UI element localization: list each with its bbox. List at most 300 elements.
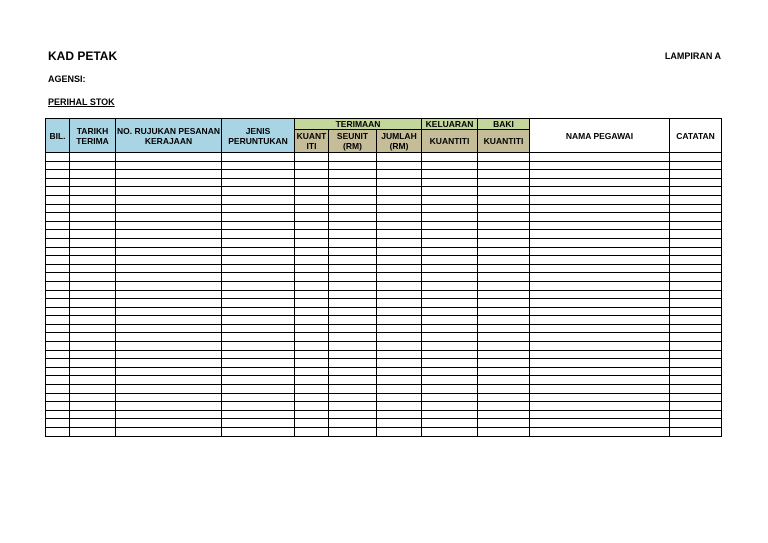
table-cell[interactable]	[377, 290, 422, 299]
table-cell[interactable]	[222, 393, 295, 402]
table-cell[interactable]	[670, 281, 722, 290]
table-cell[interactable]	[222, 213, 295, 222]
table-cell[interactable]	[377, 264, 422, 273]
table-cell[interactable]	[422, 290, 478, 299]
table-cell[interactable]	[422, 419, 478, 428]
table-cell[interactable]	[422, 161, 478, 170]
table-cell[interactable]	[46, 410, 70, 419]
table-cell[interactable]	[530, 410, 670, 419]
table-cell[interactable]	[295, 333, 329, 342]
table-cell[interactable]	[377, 316, 422, 325]
table-cell[interactable]	[670, 178, 722, 187]
table-cell[interactable]	[422, 402, 478, 411]
table-cell[interactable]	[222, 238, 295, 247]
table-cell[interactable]	[295, 419, 329, 428]
table-cell[interactable]	[530, 204, 670, 213]
table-cell[interactable]	[222, 290, 295, 299]
table-cell[interactable]	[46, 393, 70, 402]
table-cell[interactable]	[46, 299, 70, 308]
table-cell[interactable]	[70, 376, 116, 385]
table-cell[interactable]	[116, 178, 222, 187]
table-cell[interactable]	[70, 342, 116, 351]
table-cell[interactable]	[46, 428, 70, 437]
table-cell[interactable]	[329, 316, 377, 325]
table-cell[interactable]	[70, 307, 116, 316]
table-cell[interactable]	[295, 187, 329, 196]
table-cell[interactable]	[478, 393, 530, 402]
table-cell[interactable]	[422, 333, 478, 342]
table-cell[interactable]	[377, 161, 422, 170]
table-cell[interactable]	[329, 428, 377, 437]
table-cell[interactable]	[422, 376, 478, 385]
table-cell[interactable]	[422, 359, 478, 368]
table-cell[interactable]	[377, 359, 422, 368]
table-cell[interactable]	[46, 213, 70, 222]
table-cell[interactable]	[329, 256, 377, 265]
table-cell[interactable]	[222, 161, 295, 170]
table-cell[interactable]	[377, 195, 422, 204]
table-cell[interactable]	[116, 273, 222, 282]
table-cell[interactable]	[116, 307, 222, 316]
table-cell[interactable]	[478, 161, 530, 170]
table-cell[interactable]	[329, 376, 377, 385]
table-cell[interactable]	[46, 153, 70, 162]
table-cell[interactable]	[46, 359, 70, 368]
table-cell[interactable]	[70, 393, 116, 402]
table-cell[interactable]	[377, 307, 422, 316]
table-cell[interactable]	[422, 428, 478, 437]
table-cell[interactable]	[116, 221, 222, 230]
table-cell[interactable]	[222, 264, 295, 273]
table-cell[interactable]	[377, 230, 422, 239]
table-cell[interactable]	[377, 221, 422, 230]
table-cell[interactable]	[530, 195, 670, 204]
table-cell[interactable]	[46, 264, 70, 273]
table-cell[interactable]	[478, 402, 530, 411]
table-cell[interactable]	[116, 204, 222, 213]
table-cell[interactable]	[530, 153, 670, 162]
table-cell[interactable]	[295, 359, 329, 368]
table-cell[interactable]	[530, 367, 670, 376]
table-cell[interactable]	[478, 230, 530, 239]
table-cell[interactable]	[422, 307, 478, 316]
table-cell[interactable]	[70, 324, 116, 333]
table-cell[interactable]	[222, 170, 295, 179]
table-cell[interactable]	[377, 376, 422, 385]
table-cell[interactable]	[670, 238, 722, 247]
table-cell[interactable]	[116, 393, 222, 402]
table-cell[interactable]	[70, 204, 116, 213]
table-cell[interactable]	[478, 195, 530, 204]
table-cell[interactable]	[116, 367, 222, 376]
table-cell[interactable]	[377, 393, 422, 402]
table-cell[interactable]	[70, 281, 116, 290]
table-cell[interactable]	[295, 213, 329, 222]
table-cell[interactable]	[670, 170, 722, 179]
table-cell[interactable]	[422, 256, 478, 265]
table-cell[interactable]	[46, 204, 70, 213]
table-cell[interactable]	[116, 290, 222, 299]
table-cell[interactable]	[70, 230, 116, 239]
table-cell[interactable]	[222, 359, 295, 368]
table-cell[interactable]	[222, 367, 295, 376]
table-cell[interactable]	[377, 247, 422, 256]
table-cell[interactable]	[422, 410, 478, 419]
table-cell[interactable]	[295, 273, 329, 282]
table-cell[interactable]	[329, 299, 377, 308]
table-cell[interactable]	[70, 161, 116, 170]
table-cell[interactable]	[70, 187, 116, 196]
table-cell[interactable]	[478, 333, 530, 342]
table-cell[interactable]	[116, 402, 222, 411]
table-cell[interactable]	[295, 299, 329, 308]
table-cell[interactable]	[116, 170, 222, 179]
table-cell[interactable]	[70, 402, 116, 411]
table-cell[interactable]	[530, 333, 670, 342]
table-cell[interactable]	[530, 359, 670, 368]
table-cell[interactable]	[222, 385, 295, 394]
table-cell[interactable]	[116, 316, 222, 325]
table-cell[interactable]	[478, 350, 530, 359]
table-cell[interactable]	[670, 350, 722, 359]
table-cell[interactable]	[70, 419, 116, 428]
table-cell[interactable]	[46, 256, 70, 265]
table-cell[interactable]	[329, 350, 377, 359]
table-cell[interactable]	[222, 221, 295, 230]
table-cell[interactable]	[478, 324, 530, 333]
table-cell[interactable]	[70, 299, 116, 308]
table-cell[interactable]	[116, 256, 222, 265]
table-cell[interactable]	[295, 195, 329, 204]
table-cell[interactable]	[329, 359, 377, 368]
table-cell[interactable]	[46, 161, 70, 170]
table-cell[interactable]	[377, 187, 422, 196]
table-cell[interactable]	[478, 376, 530, 385]
table-cell[interactable]	[329, 178, 377, 187]
table-cell[interactable]	[222, 342, 295, 351]
table-cell[interactable]	[116, 428, 222, 437]
table-cell[interactable]	[329, 247, 377, 256]
table-cell[interactable]	[377, 402, 422, 411]
table-cell[interactable]	[478, 264, 530, 273]
table-cell[interactable]	[70, 350, 116, 359]
table-cell[interactable]	[422, 281, 478, 290]
table-cell[interactable]	[46, 402, 70, 411]
table-cell[interactable]	[422, 342, 478, 351]
table-cell[interactable]	[116, 213, 222, 222]
table-cell[interactable]	[46, 221, 70, 230]
table-cell[interactable]	[222, 256, 295, 265]
table-cell[interactable]	[295, 307, 329, 316]
table-cell[interactable]	[670, 428, 722, 437]
table-cell[interactable]	[46, 195, 70, 204]
table-cell[interactable]	[70, 238, 116, 247]
table-cell[interactable]	[222, 428, 295, 437]
table-cell[interactable]	[46, 376, 70, 385]
table-cell[interactable]	[329, 281, 377, 290]
table-cell[interactable]	[329, 342, 377, 351]
table-cell[interactable]	[329, 393, 377, 402]
table-cell[interactable]	[478, 385, 530, 394]
table-cell[interactable]	[70, 247, 116, 256]
table-cell[interactable]	[116, 419, 222, 428]
table-cell[interactable]	[377, 204, 422, 213]
table-cell[interactable]	[329, 385, 377, 394]
table-cell[interactable]	[329, 333, 377, 342]
table-cell[interactable]	[295, 350, 329, 359]
table-cell[interactable]	[670, 376, 722, 385]
table-cell[interactable]	[530, 178, 670, 187]
table-cell[interactable]	[478, 238, 530, 247]
table-cell[interactable]	[222, 153, 295, 162]
table-cell[interactable]	[222, 230, 295, 239]
table-cell[interactable]	[530, 238, 670, 247]
table-cell[interactable]	[222, 333, 295, 342]
table-cell[interactable]	[422, 367, 478, 376]
table-cell[interactable]	[377, 273, 422, 282]
table-cell[interactable]	[222, 324, 295, 333]
table-cell[interactable]	[670, 204, 722, 213]
table-cell[interactable]	[478, 213, 530, 222]
table-cell[interactable]	[295, 367, 329, 376]
table-cell[interactable]	[670, 195, 722, 204]
table-cell[interactable]	[295, 170, 329, 179]
table-cell[interactable]	[329, 161, 377, 170]
table-cell[interactable]	[422, 385, 478, 394]
table-cell[interactable]	[116, 230, 222, 239]
table-cell[interactable]	[116, 359, 222, 368]
table-cell[interactable]	[478, 410, 530, 419]
table-cell[interactable]	[329, 170, 377, 179]
table-cell[interactable]	[422, 170, 478, 179]
table-cell[interactable]	[377, 178, 422, 187]
table-cell[interactable]	[478, 316, 530, 325]
table-cell[interactable]	[222, 178, 295, 187]
table-cell[interactable]	[377, 410, 422, 419]
table-cell[interactable]	[70, 410, 116, 419]
table-cell[interactable]	[329, 230, 377, 239]
table-cell[interactable]	[222, 419, 295, 428]
table-cell[interactable]	[478, 187, 530, 196]
table-cell[interactable]	[70, 170, 116, 179]
table-cell[interactable]	[530, 299, 670, 308]
table-cell[interactable]	[478, 359, 530, 368]
table-cell[interactable]	[116, 299, 222, 308]
table-cell[interactable]	[222, 299, 295, 308]
table-cell[interactable]	[46, 187, 70, 196]
table-cell[interactable]	[670, 393, 722, 402]
table-cell[interactable]	[530, 221, 670, 230]
table-cell[interactable]	[222, 410, 295, 419]
table-cell[interactable]	[46, 342, 70, 351]
table-cell[interactable]	[70, 213, 116, 222]
table-cell[interactable]	[478, 273, 530, 282]
table-cell[interactable]	[46, 290, 70, 299]
table-cell[interactable]	[530, 256, 670, 265]
table-cell[interactable]	[46, 230, 70, 239]
table-cell[interactable]	[295, 256, 329, 265]
table-cell[interactable]	[422, 230, 478, 239]
table-cell[interactable]	[377, 256, 422, 265]
table-cell[interactable]	[670, 161, 722, 170]
table-cell[interactable]	[670, 316, 722, 325]
table-cell[interactable]	[530, 161, 670, 170]
table-cell[interactable]	[422, 299, 478, 308]
table-cell[interactable]	[46, 238, 70, 247]
table-cell[interactable]	[329, 290, 377, 299]
table-cell[interactable]	[377, 428, 422, 437]
table-cell[interactable]	[295, 230, 329, 239]
table-cell[interactable]	[329, 402, 377, 411]
table-cell[interactable]	[422, 221, 478, 230]
table-cell[interactable]	[295, 410, 329, 419]
table-cell[interactable]	[70, 153, 116, 162]
table-cell[interactable]	[46, 316, 70, 325]
table-cell[interactable]	[116, 350, 222, 359]
table-cell[interactable]	[329, 153, 377, 162]
table-cell[interactable]	[530, 281, 670, 290]
table-cell[interactable]	[329, 221, 377, 230]
table-cell[interactable]	[377, 213, 422, 222]
table-cell[interactable]	[670, 153, 722, 162]
table-cell[interactable]	[530, 213, 670, 222]
table-cell[interactable]	[116, 238, 222, 247]
table-cell[interactable]	[530, 230, 670, 239]
table-cell[interactable]	[530, 247, 670, 256]
table-cell[interactable]	[670, 333, 722, 342]
table-cell[interactable]	[295, 204, 329, 213]
table-cell[interactable]	[70, 290, 116, 299]
table-cell[interactable]	[116, 376, 222, 385]
table-cell[interactable]	[422, 213, 478, 222]
table-cell[interactable]	[46, 333, 70, 342]
table-cell[interactable]	[116, 247, 222, 256]
table-cell[interactable]	[46, 324, 70, 333]
table-cell[interactable]	[46, 178, 70, 187]
table-cell[interactable]	[70, 178, 116, 187]
table-cell[interactable]	[530, 350, 670, 359]
table-cell[interactable]	[670, 367, 722, 376]
table-cell[interactable]	[422, 153, 478, 162]
table-cell[interactable]	[377, 281, 422, 290]
table-cell[interactable]	[116, 410, 222, 419]
table-cell[interactable]	[295, 428, 329, 437]
table-cell[interactable]	[222, 281, 295, 290]
table-cell[interactable]	[670, 299, 722, 308]
table-cell[interactable]	[422, 204, 478, 213]
table-cell[interactable]	[329, 213, 377, 222]
table-cell[interactable]	[478, 204, 530, 213]
table-cell[interactable]	[70, 367, 116, 376]
table-cell[interactable]	[329, 195, 377, 204]
table-cell[interactable]	[670, 187, 722, 196]
table-cell[interactable]	[377, 367, 422, 376]
table-cell[interactable]	[295, 281, 329, 290]
table-cell[interactable]	[295, 402, 329, 411]
table-cell[interactable]	[295, 178, 329, 187]
table-cell[interactable]	[46, 419, 70, 428]
table-cell[interactable]	[670, 273, 722, 282]
table-cell[interactable]	[670, 247, 722, 256]
table-cell[interactable]	[670, 402, 722, 411]
table-cell[interactable]	[530, 264, 670, 273]
table-cell[interactable]	[70, 428, 116, 437]
table-cell[interactable]	[478, 153, 530, 162]
table-cell[interactable]	[422, 273, 478, 282]
table-cell[interactable]	[295, 290, 329, 299]
table-cell[interactable]	[116, 281, 222, 290]
table-cell[interactable]	[70, 333, 116, 342]
table-cell[interactable]	[295, 247, 329, 256]
table-cell[interactable]	[295, 324, 329, 333]
table-cell[interactable]	[422, 247, 478, 256]
table-cell[interactable]	[116, 385, 222, 394]
table-cell[interactable]	[46, 170, 70, 179]
table-cell[interactable]	[295, 264, 329, 273]
table-cell[interactable]	[116, 324, 222, 333]
table-cell[interactable]	[478, 367, 530, 376]
table-cell[interactable]	[116, 342, 222, 351]
table-cell[interactable]	[70, 264, 116, 273]
table-cell[interactable]	[46, 385, 70, 394]
table-cell[interactable]	[478, 428, 530, 437]
table-cell[interactable]	[222, 316, 295, 325]
table-cell[interactable]	[670, 230, 722, 239]
table-cell[interactable]	[329, 419, 377, 428]
table-cell[interactable]	[530, 385, 670, 394]
table-cell[interactable]	[116, 153, 222, 162]
table-cell[interactable]	[116, 333, 222, 342]
table-cell[interactable]	[116, 187, 222, 196]
table-cell[interactable]	[670, 359, 722, 368]
table-cell[interactable]	[329, 307, 377, 316]
table-cell[interactable]	[478, 170, 530, 179]
table-cell[interactable]	[329, 367, 377, 376]
table-cell[interactable]	[478, 299, 530, 308]
table-cell[interactable]	[222, 376, 295, 385]
table-cell[interactable]	[70, 195, 116, 204]
table-cell[interactable]	[295, 385, 329, 394]
table-cell[interactable]	[70, 221, 116, 230]
table-cell[interactable]	[222, 247, 295, 256]
table-cell[interactable]	[295, 376, 329, 385]
table-cell[interactable]	[670, 264, 722, 273]
table-cell[interactable]	[478, 256, 530, 265]
table-cell[interactable]	[222, 402, 295, 411]
table-cell[interactable]	[530, 307, 670, 316]
table-cell[interactable]	[116, 195, 222, 204]
table-cell[interactable]	[670, 221, 722, 230]
table-cell[interactable]	[116, 264, 222, 273]
table-cell[interactable]	[329, 324, 377, 333]
table-cell[interactable]	[295, 153, 329, 162]
table-cell[interactable]	[478, 342, 530, 351]
table-cell[interactable]	[478, 178, 530, 187]
table-cell[interactable]	[530, 273, 670, 282]
table-cell[interactable]	[329, 273, 377, 282]
table-cell[interactable]	[329, 204, 377, 213]
table-cell[interactable]	[478, 290, 530, 299]
table-cell[interactable]	[70, 256, 116, 265]
table-cell[interactable]	[222, 307, 295, 316]
table-cell[interactable]	[670, 385, 722, 394]
table-cell[interactable]	[377, 333, 422, 342]
table-cell[interactable]	[422, 350, 478, 359]
table-cell[interactable]	[222, 204, 295, 213]
table-cell[interactable]	[530, 419, 670, 428]
table-cell[interactable]	[295, 238, 329, 247]
table-cell[interactable]	[295, 393, 329, 402]
